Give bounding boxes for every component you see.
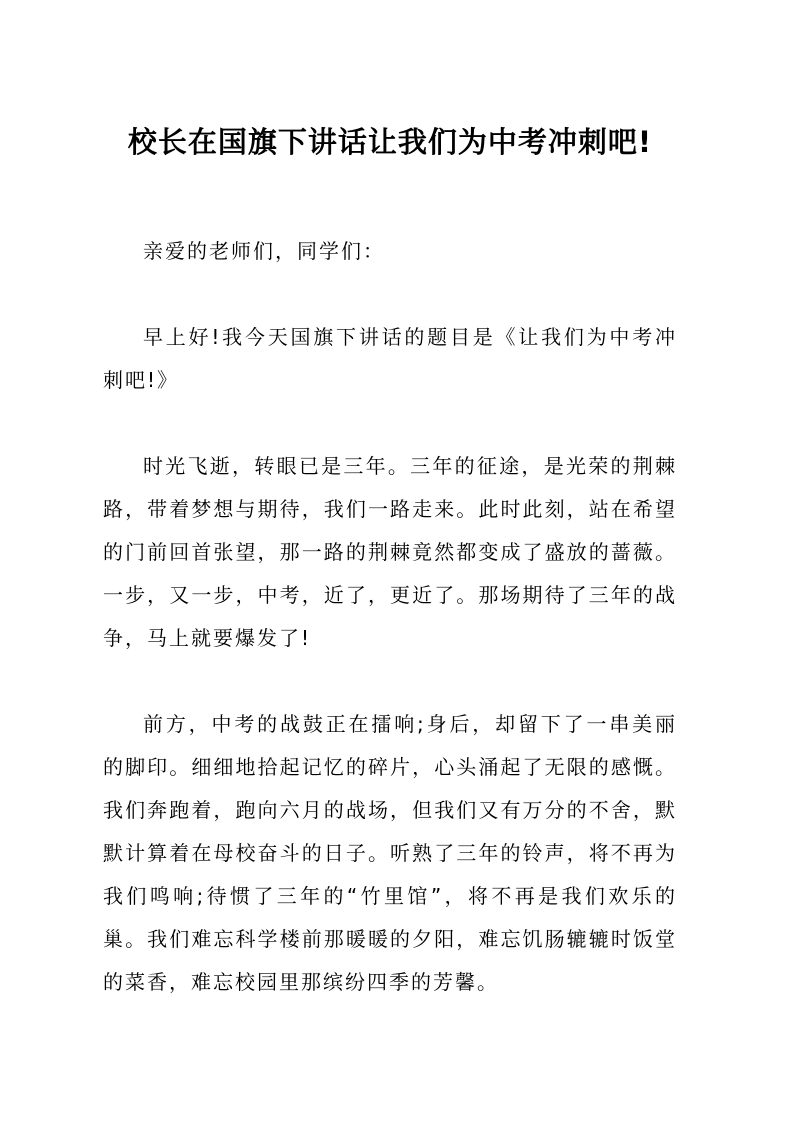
document-body bbox=[103, 230, 677, 1004]
paragraph-body-1: 时光飞逝，转眼已是三年。三年的征途，是光荣的荆棘路，带着梦想与期待，我们一路走来。此时此刻，站在希望的门前回首张望，那一路的荆棘竟然都变成了盛放的蔷薇。一步，又一步，中考，近了，更近了。那场期待了三年的战争，马上就要爆发了! bbox=[103, 454, 677, 650]
paragraph-greeting: 早上好!我今天国旗下讲话的题目是《让我们为中考冲刺吧!》 bbox=[103, 325, 677, 392]
paragraph-body-2: 前方，中考的战鼓正在擂响;身后，却留下了一串美丽的脚印。细细地拾起记忆的碎片，心头涌起了无限的感慨。我们奔跑着，跑向六月的战场，但我们又有万分的不舍，默默计算着在母校奋斗的日子。听熟了三年的铃声，将不再为我们鸣响;待惯了三年的“竹里馆”，将不再是我们欢乐的巢。我们难忘科学楼前那暖暖的夕阳，难忘饥肠辘辘时饭堂的菜香，难忘校园里那缤纷四季的芳馨。 bbox=[103, 712, 677, 994]
page-title: 校长在国旗下讲话让我们为中考冲刺吧! bbox=[127, 125, 653, 159]
paragraph-salutation: 亲爱的老师们，同学们： bbox=[143, 239, 385, 263]
